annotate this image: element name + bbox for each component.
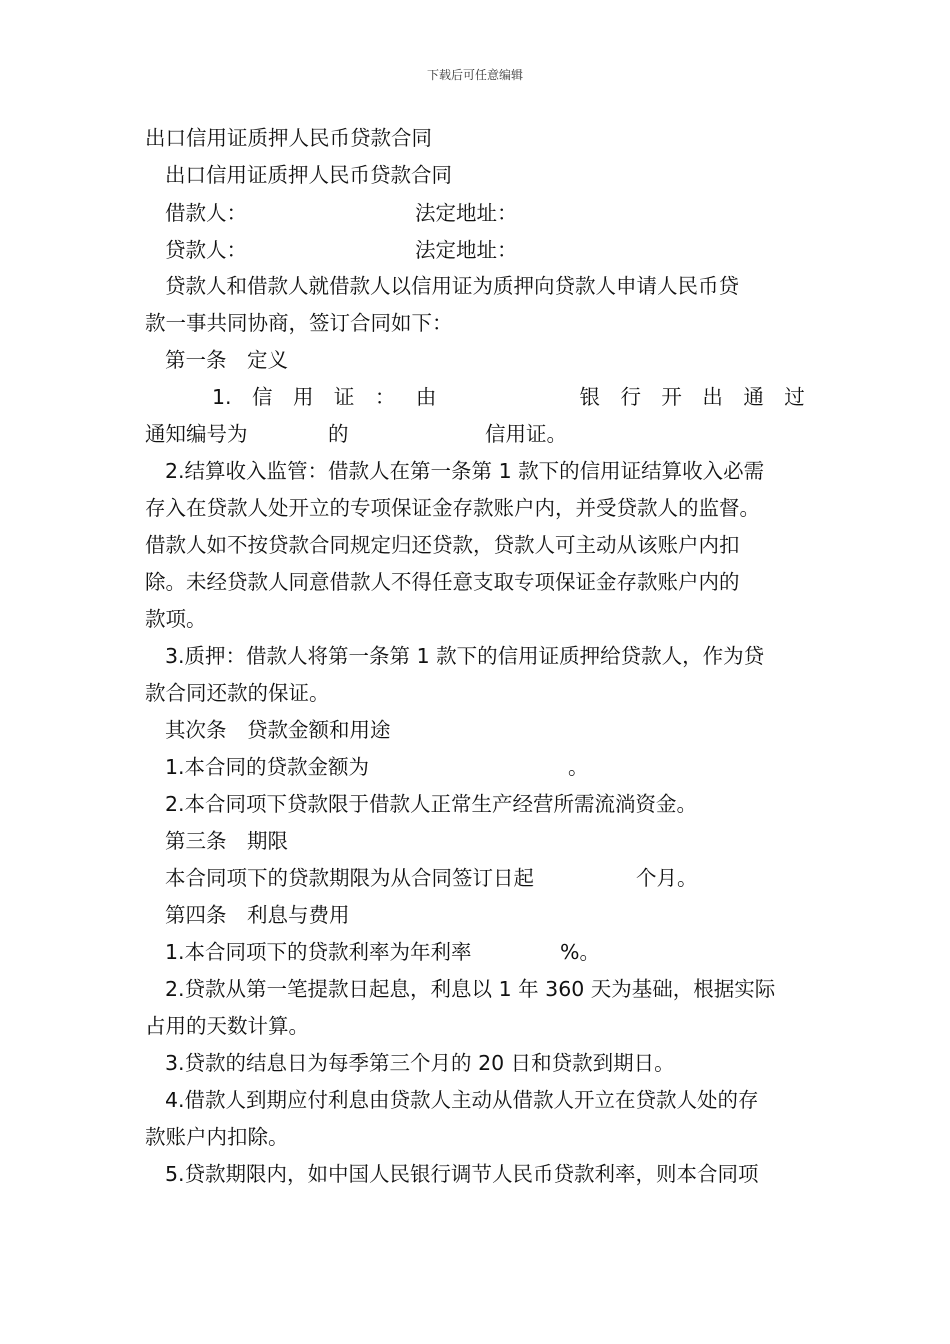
lender-label: 贷款人：	[165, 238, 247, 262]
article-2-title: 其次条 贷款金额和用途	[165, 718, 391, 742]
article-1-clause-1-line-1	[212, 383, 805, 411]
document-title: 出口信用证质押人民币贷款合同	[145, 126, 432, 150]
borrower-label: 借款人：	[165, 201, 247, 225]
lender-address-label: 法定地址：	[415, 238, 518, 262]
clause-char: 行	[620, 385, 641, 409]
article-2-clause-1a: 1.本合同的贷款金额为	[165, 755, 370, 779]
article-3-title: 第三条 期限	[165, 829, 288, 853]
article-1-clause-1-line-2a: 通知编号为	[145, 422, 248, 446]
intro-line-2: 款一事共同协商，签订合同如下：	[145, 311, 453, 335]
clause-char: 银	[579, 385, 600, 409]
article-4-clause-3: 3.贷款的结息日为每季第三个月的 20 日和贷款到期日。	[165, 1051, 675, 1075]
article-2-clause-1b: 。	[568, 755, 589, 779]
article-4-title: 第四条 利息与费用	[165, 903, 350, 927]
clause-char: 过	[784, 385, 805, 409]
contract-title: 出口信用证质押人民币贷款合同	[165, 163, 452, 187]
clause-char: 由	[415, 385, 437, 409]
article-1-clause-3-line-1: 3.质押：借款人将第一条第 1 款下的信用证质押给贷款人，作为贷	[165, 644, 765, 668]
article-1-clause-2-line-3: 借款人如不按贷款合同规定归还贷款，贷款人可主动从该账户内扣	[145, 533, 740, 557]
article-1-clause-2-line-5: 款项。	[145, 607, 207, 631]
clause-char: 开	[661, 385, 682, 409]
article-4-clause-4-line-1: 4.借款人到期应付利息由贷款人主动从借款人开立在贷款人处的存	[165, 1088, 759, 1112]
clause-char: 1.	[212, 385, 232, 409]
clause-char: ：	[374, 385, 396, 409]
page-header: 下载后可任意编辑	[426, 68, 523, 82]
clause-char: 信	[252, 385, 273, 409]
article-1-clause-3-line-2: 款合同还款的保证。	[145, 681, 330, 705]
article-4-clause-1a: 1.本合同项下的贷款利率为年利率	[165, 940, 472, 964]
article-4-clause-1b: %。	[560, 940, 600, 964]
clause-char: 证	[333, 385, 355, 409]
clause-char: 用	[292, 385, 314, 409]
article-4-clause-2-line-2: 占用的天数计算。	[145, 1014, 309, 1038]
article-2-clause-2: 2.本合同项下贷款限于借款人正常生产经营所需流淌资金。	[165, 792, 698, 816]
article-1-title: 第一条 定义	[165, 348, 288, 372]
article-4-clause-4-line-2: 款账户内扣除。	[145, 1125, 289, 1149]
article-1-clause-2-line-4: 除。未经贷款人同意借款人不得任意支取专项保证金存款账户内的	[145, 570, 740, 594]
article-1-clause-1-line-2b: 的	[328, 422, 349, 446]
clause-char: 通	[743, 385, 764, 409]
article-1-clause-2-line-2: 存入在贷款人处开立的专项保证金存款账户内，并受贷款人的监督。	[145, 496, 760, 520]
article-1-clause-2-line-1: 2.结算收入监管：借款人在第一条第 1 款下的信用证结算收入必需	[165, 459, 765, 483]
article-4-clause-2-line-1: 2.贷款从第一笔提款日起息，利息以 1 年 360 天为基础，根据实际	[165, 977, 776, 1001]
article-3-clause-a: 本合同项下的贷款期限为从合同签订日起	[165, 866, 534, 890]
borrower-address-label: 法定地址：	[415, 201, 518, 225]
article-1-clause-1-line-2c: 信用证。	[485, 422, 567, 446]
intro-line-1: 贷款人和借款人就借款人以信用证为质押向贷款人申请人民币贷	[165, 274, 739, 298]
article-3-clause-b: 个月。	[636, 866, 698, 890]
clause-char: 出	[702, 385, 723, 409]
article-4-clause-5-line-1: 5.贷款期限内，如中国人民银行调节人民币贷款利率，则本合同项	[165, 1162, 759, 1186]
